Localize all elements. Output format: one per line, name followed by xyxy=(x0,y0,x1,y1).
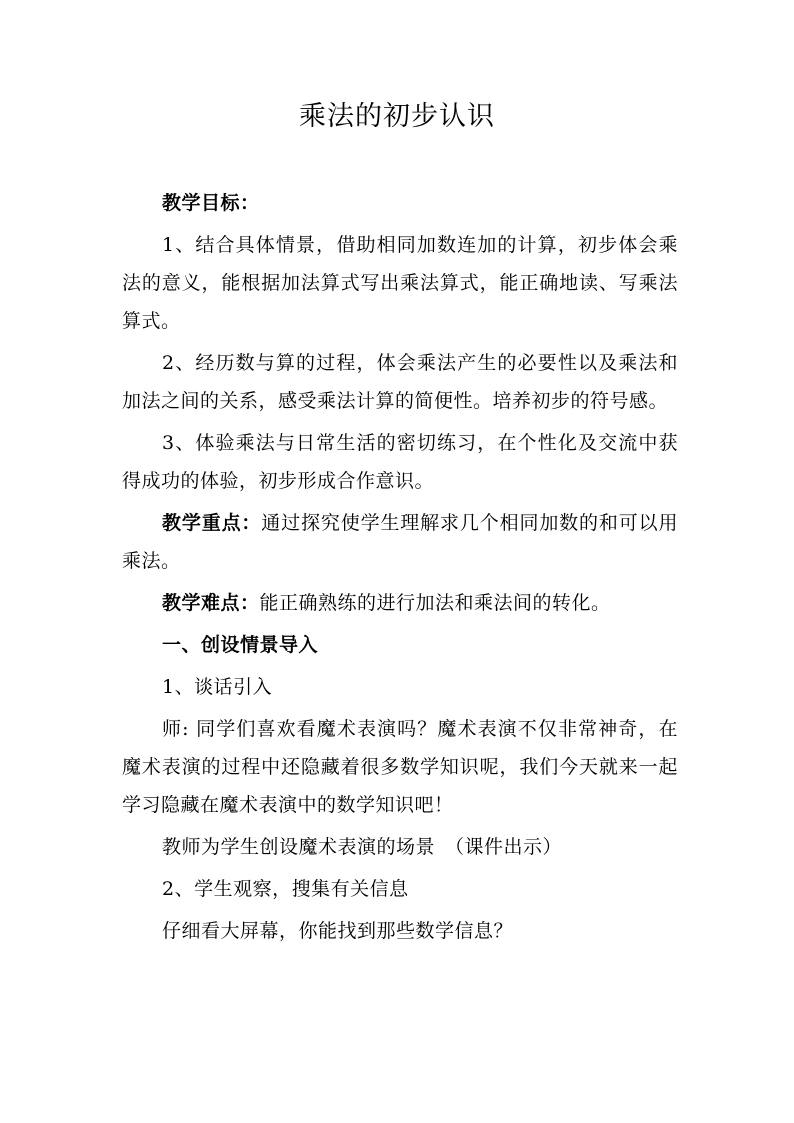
step-2: 2、学生观察，搜集有关信息 xyxy=(162,878,409,900)
objective-1: 1、结合具体情景，借助相同加数连加的计算，初步体会乘法的意义，能根据加法算式写出乘法算式，能正确地读、写乘法算式。 xyxy=(122,234,678,332)
difficulty xyxy=(122,584,678,622)
difficulty-text: 能正确熟练的进行加法和乘法间的转化。 xyxy=(259,592,611,614)
scene-note: 教师为学生创设魔术表演的场景 （课件出示） xyxy=(162,836,563,858)
objective-3: 3、体验乘法与日常生活的密切练习，在个性化及交流中获得成功的体验，初步形成合作意识。 xyxy=(122,432,678,492)
document-title: 乘法的初步认识 xyxy=(299,101,495,132)
question: 仔细看大屏幕，你能找到那些数学信息？ xyxy=(162,920,514,942)
key-point-text: 通过探究使学生理解求几个相同加数的和可以用乘法。 xyxy=(122,512,678,572)
document-body xyxy=(122,184,678,950)
objectives-heading: 教学目标： xyxy=(162,192,260,214)
step-1: 1、谈话引入 xyxy=(162,676,273,698)
objective-2: 2、经历数与算的过程，体会乘法产生的必要性以及乘法和加法之间的关系，感受乘法计算的简便性。培养初步的符号感。 xyxy=(122,352,678,412)
key-point xyxy=(122,504,678,580)
teacher-speech: 师: 同学们喜欢看魔术表演吗？魔术表演不仅非常神奇，在魔术表演的过程中还隐藏着很多数学知识呢，我们今天就来一起学习隐藏在魔术表演中的数学知识吧！ xyxy=(122,718,678,816)
difficulty-label: 教学难点： xyxy=(162,592,260,614)
section-1-heading: 一、创设情景导入 xyxy=(162,634,319,656)
key-point-label: 教学重点： xyxy=(162,512,262,534)
